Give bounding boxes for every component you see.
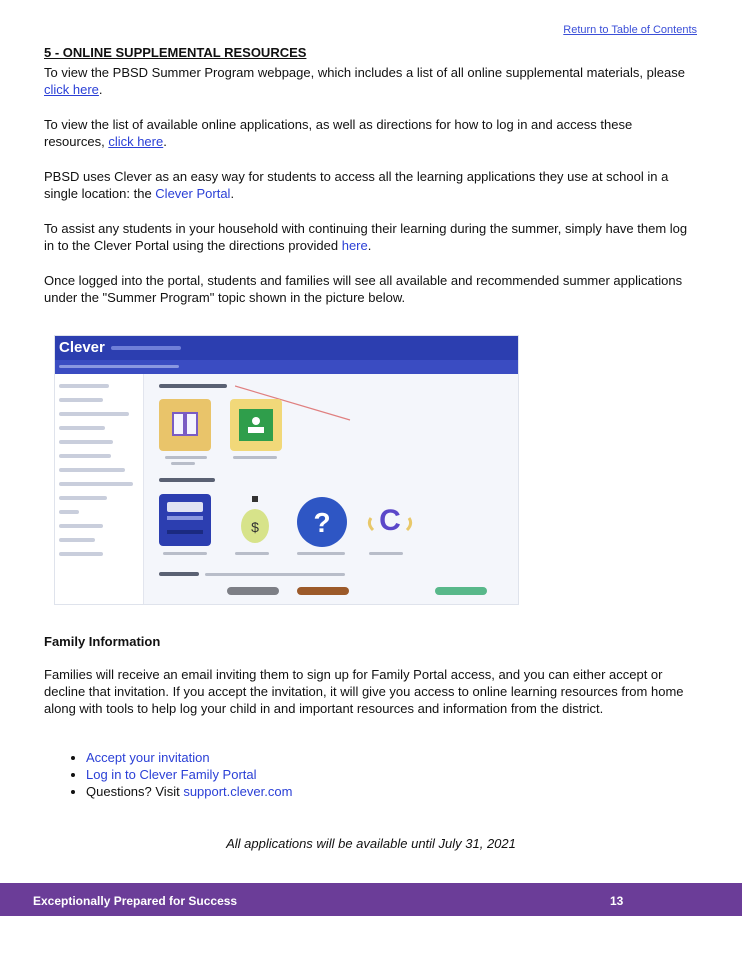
accept-invitation-link[interactable]: Accept your invitation: [86, 750, 210, 765]
page-footer: [0, 883, 742, 916]
paragraph-3: PBSD uses Clever as an easy way for students to access all the learning applications they use at school in a single location: the Clever Portal.: [44, 169, 669, 201]
clever-portal-screenshot: [54, 335, 519, 605]
screenshot-subbar: [55, 360, 518, 374]
paragraph-2: To view the list of available online applications, as well as directions for how to log in and access these resources, click here.: [44, 117, 633, 149]
toc-link[interactable]: Return to Table of Contents: [563, 24, 697, 36]
list-item: [86, 766, 292, 783]
paragraph-5: Once logged into the portal, students and families will see all available and recommended summer applications under the "Summer Program" topic shown in the picture below.: [44, 273, 683, 305]
list-item: [86, 749, 292, 766]
help-question-icon: [297, 497, 347, 547]
footer-tagline: Exceptionally Prepared for Success: [33, 894, 238, 908]
applications-list-link[interactable]: click here: [108, 134, 164, 149]
section-content: [44, 44, 694, 324]
classroom-app-icon: [230, 399, 282, 451]
clever-logo: Clever: [59, 339, 105, 356]
paragraph-1: To view the PBSD Summer Program webpage, which includes a list of all online supplemental materials, please click here.: [44, 65, 685, 97]
svg-text:?: ?: [313, 507, 331, 538]
paragraph-4: To assist any students in your household with continuing their learning during the summer, simply have them log in to the Clever Portal using the directions provided here.: [44, 221, 688, 253]
clever-badge-icon: [159, 494, 211, 546]
directions-link[interactable]: here: [341, 238, 368, 253]
family-paragraph: Families will receive an email inviting them to sign up for Family Portal access, and you can either accept or decline that invitation. If you accept the invitation, it will give you access to online learning resources from home along with tools to help log your child in and important resources and information from the district.: [44, 667, 684, 716]
screenshot-main: [155, 380, 515, 604]
family-heading: Family Information: [44, 634, 161, 649]
pear-app-icon: [235, 494, 275, 546]
list-item: • Questions? Visit support.clever.com: [86, 783, 292, 800]
family-links-list: [44, 749, 292, 800]
book-app-icon: [159, 399, 211, 451]
svg-text:C: C: [379, 504, 401, 537]
clever-portal-link[interactable]: Clever Portal: [155, 186, 231, 201]
section-title: 5 - ONLINE SUPPLEMENTAL RESOURCES: [44, 45, 307, 60]
closing-note: All applications will be available until July 31, 2021: [226, 836, 516, 851]
family-portal-login-link[interactable]: Log in to Clever Family Portal: [86, 767, 257, 782]
clever-c-icon: [365, 494, 415, 546]
summer-program-link[interactable]: click here: [44, 82, 99, 97]
screenshot-topbar: [55, 336, 518, 360]
support-site-link[interactable]: support.clever.com: [183, 784, 293, 799]
page-number: 13: [610, 894, 624, 908]
screenshot-sidebar: [55, 374, 144, 604]
svg-text:$: $: [251, 519, 259, 535]
